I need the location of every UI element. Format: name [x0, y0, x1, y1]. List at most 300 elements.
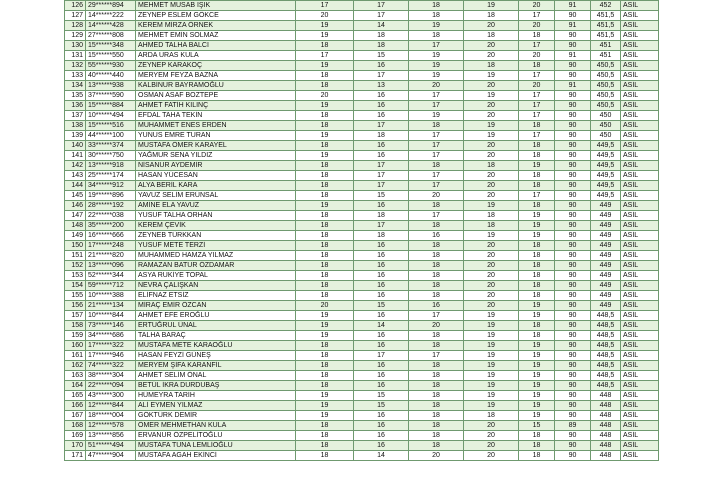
masked-id-cell: 12******578: [86, 421, 136, 431]
score-1-cell: 19: [296, 131, 354, 141]
student-name-cell: MERYEM ŞİFA KARANFİL: [136, 361, 296, 371]
score-4-cell: 18: [464, 411, 519, 421]
score-3-cell: 18: [409, 281, 464, 291]
masked-id-cell: 17******946: [86, 351, 136, 361]
score-2-cell: 18: [354, 231, 409, 241]
score-2-cell: 17: [354, 221, 409, 231]
status-cell: ASİL: [621, 91, 659, 101]
student-name-cell: ZEYNEP ESLEM GÖKCE: [136, 11, 296, 21]
total-score-cell: 449: [591, 281, 621, 291]
score-2-cell: 15: [354, 191, 409, 201]
score-5-cell: 18: [519, 271, 555, 281]
score-6-cell: 91: [555, 21, 591, 31]
score-5-cell: 18: [519, 241, 555, 251]
row-number-cell: 126: [65, 1, 86, 11]
score-2-cell: 17: [354, 121, 409, 131]
student-name-cell: YAVUZ SELİM ERÜNSAL: [136, 191, 296, 201]
table-row: [65, 421, 659, 431]
score-3-cell: 17: [409, 171, 464, 181]
row-number-cell: 137: [65, 111, 86, 121]
row-number-cell: 155: [65, 291, 86, 301]
score-6-cell: 90: [555, 91, 591, 101]
score-4-cell: 19: [464, 331, 519, 341]
masked-id-cell: 43******300: [86, 391, 136, 401]
row-number-cell: 158: [65, 321, 86, 331]
student-name-cell: MERYEM FEYZA BAZNA: [136, 71, 296, 81]
total-score-cell: 449: [591, 251, 621, 261]
status-cell: ASİL: [621, 81, 659, 91]
student-name-cell: ERVANUR ÖZPELİTOĞLU: [136, 431, 296, 441]
score-3-cell: 18: [409, 411, 464, 421]
score-3-cell: 17: [409, 91, 464, 101]
score-2-cell: 18: [354, 41, 409, 51]
score-5-cell: 17: [519, 11, 555, 21]
total-score-cell: 448,5: [591, 361, 621, 371]
table-row: [65, 371, 659, 381]
table-row: [65, 161, 659, 171]
score-3-cell: 20: [409, 191, 464, 201]
score-1-cell: 20: [296, 301, 354, 311]
score-5-cell: 17: [519, 191, 555, 201]
total-score-cell: 450,5: [591, 71, 621, 81]
score-2-cell: 15: [354, 301, 409, 311]
score-3-cell: 19: [409, 111, 464, 121]
score-3-cell: 17: [409, 351, 464, 361]
table-row: [65, 451, 659, 461]
masked-id-cell: 38******304: [86, 371, 136, 381]
score-2-cell: 18: [354, 31, 409, 41]
score-4-cell: 20: [464, 41, 519, 51]
total-score-cell: 449,5: [591, 181, 621, 191]
score-5-cell: 19: [519, 301, 555, 311]
row-number-cell: 133: [65, 71, 86, 81]
score-3-cell: 18: [409, 1, 464, 11]
row-number-cell: 145: [65, 191, 86, 201]
score-3-cell: 18: [409, 241, 464, 251]
masked-id-cell: 22******038: [86, 211, 136, 221]
score-3-cell: 17: [409, 311, 464, 321]
score-6-cell: 90: [555, 301, 591, 311]
score-5-cell: 17: [519, 111, 555, 121]
score-4-cell: 18: [464, 161, 519, 171]
table-row: [65, 111, 659, 121]
row-number-cell: 139: [65, 131, 86, 141]
table-row: [65, 41, 659, 51]
student-name-cell: ALİ EYMEN YILMAZ: [136, 401, 296, 411]
table-row: [65, 231, 659, 241]
row-number-cell: 170: [65, 441, 86, 451]
score-6-cell: 89: [555, 421, 591, 431]
status-cell: ASİL: [621, 321, 659, 331]
student-name-cell: OSMAN ASAF BOZTEPE: [136, 91, 296, 101]
student-name-cell: ELİFNAZ ETSİZ: [136, 291, 296, 301]
table-row: [65, 141, 659, 151]
score-2-cell: 16: [354, 291, 409, 301]
score-5-cell: 19: [519, 391, 555, 401]
score-6-cell: 90: [555, 151, 591, 161]
score-4-cell: 20: [464, 301, 519, 311]
score-3-cell: 18: [409, 421, 464, 431]
total-score-cell: 448,5: [591, 351, 621, 361]
total-score-cell: 449: [591, 211, 621, 221]
student-name-cell: AHMET FATİH KILINÇ: [136, 101, 296, 111]
student-name-cell: YUSUF TALHA ORHAN: [136, 211, 296, 221]
score-4-cell: 20: [464, 431, 519, 441]
table-row: [65, 81, 659, 91]
score-5-cell: 18: [519, 331, 555, 341]
table-row: [65, 331, 659, 341]
score-1-cell: 18: [296, 291, 354, 301]
score-1-cell: 18: [296, 121, 354, 131]
score-2-cell: 15: [354, 51, 409, 61]
masked-id-cell: 21******134: [86, 301, 136, 311]
score-6-cell: 90: [555, 291, 591, 301]
student-name-cell: KALBİNUR BAYRAMOĞLU: [136, 81, 296, 91]
score-4-cell: 19: [464, 341, 519, 351]
student-name-cell: YUSUF METE TERZİ: [136, 241, 296, 251]
student-name-cell: YUNUS EMRE TURAN: [136, 131, 296, 141]
score-6-cell: 90: [555, 201, 591, 211]
score-2-cell: 16: [354, 261, 409, 271]
score-3-cell: 18: [409, 401, 464, 411]
student-name-cell: EFDAL TAHA TEKİN: [136, 111, 296, 121]
score-4-cell: 20: [464, 241, 519, 251]
score-3-cell: 16: [409, 231, 464, 241]
score-4-cell: 19: [464, 311, 519, 321]
score-2-cell: 16: [354, 271, 409, 281]
score-6-cell: 90: [555, 161, 591, 171]
total-score-cell: 451,5: [591, 11, 621, 21]
score-2-cell: 16: [354, 281, 409, 291]
status-cell: ASİL: [621, 31, 659, 41]
score-1-cell: 19: [296, 391, 354, 401]
score-5-cell: 19: [519, 371, 555, 381]
row-number-cell: 157: [65, 311, 86, 321]
student-name-cell: ARDA URAS KULA: [136, 51, 296, 61]
score-5-cell: 19: [519, 361, 555, 371]
score-4-cell: 20: [464, 191, 519, 201]
total-score-cell: 449: [591, 261, 621, 271]
table-row: [65, 181, 659, 191]
student-name-cell: KEREM ÇEVİK: [136, 221, 296, 231]
score-6-cell: 90: [555, 391, 591, 401]
total-score-cell: 449: [591, 201, 621, 211]
score-2-cell: 16: [354, 371, 409, 381]
score-5-cell: 19: [519, 401, 555, 411]
masked-id-cell: 55******930: [86, 61, 136, 71]
score-4-cell: 20: [464, 421, 519, 431]
score-5-cell: 18: [519, 431, 555, 441]
score-2-cell: 17: [354, 181, 409, 191]
score-4-cell: 20: [464, 51, 519, 61]
masked-id-cell: 73******146: [86, 321, 136, 331]
masked-id-cell: 59******712: [86, 281, 136, 291]
table-row: [65, 411, 659, 421]
score-2-cell: 15: [354, 401, 409, 411]
score-4-cell: 20: [464, 181, 519, 191]
score-4-cell: 20: [464, 261, 519, 271]
score-1-cell: 19: [296, 101, 354, 111]
score-2-cell: 16: [354, 421, 409, 431]
table-row: [65, 281, 659, 291]
student-name-cell: NEVRA ÇALIŞKAN: [136, 281, 296, 291]
student-name-cell: YAĞMUR SENA YILDIZ: [136, 151, 296, 161]
status-cell: ASİL: [621, 141, 659, 151]
total-score-cell: 449,5: [591, 141, 621, 151]
masked-id-cell: 37******590: [86, 91, 136, 101]
score-6-cell: 90: [555, 321, 591, 331]
score-1-cell: 19: [296, 201, 354, 211]
score-4-cell: 20: [464, 281, 519, 291]
status-cell: ASİL: [621, 421, 659, 431]
masked-id-cell: 14******428: [86, 21, 136, 31]
total-score-cell: 450: [591, 121, 621, 131]
row-number-cell: 147: [65, 211, 86, 221]
masked-id-cell: 19******896: [86, 191, 136, 201]
score-3-cell: 18: [409, 31, 464, 41]
masked-id-cell: 13******096: [86, 261, 136, 271]
masked-id-cell: 10******494: [86, 111, 136, 121]
status-cell: ASİL: [621, 131, 659, 141]
score-4-cell: 19: [464, 201, 519, 211]
total-score-cell: 450,5: [591, 101, 621, 111]
score-4-cell: 20: [464, 101, 519, 111]
status-cell: ASİL: [621, 411, 659, 421]
masked-id-cell: 17******322: [86, 341, 136, 351]
row-number-cell: 131: [65, 51, 86, 61]
score-1-cell: 18: [296, 181, 354, 191]
table-row: [65, 271, 659, 281]
student-name-cell: MUSTAFA ÖMER KARAYEL: [136, 141, 296, 151]
score-1-cell: 18: [296, 421, 354, 431]
score-5-cell: 18: [519, 291, 555, 301]
score-3-cell: 19: [409, 21, 464, 31]
score-2-cell: 16: [354, 61, 409, 71]
score-1-cell: 19: [296, 331, 354, 341]
score-4-cell: 20: [464, 251, 519, 261]
score-6-cell: 90: [555, 231, 591, 241]
status-cell: ASİL: [621, 11, 659, 21]
row-number-cell: 146: [65, 201, 86, 211]
masked-id-cell: 28******192: [86, 201, 136, 211]
table-row: [65, 31, 659, 41]
score-4-cell: 20: [464, 21, 519, 31]
score-5-cell: 18: [519, 251, 555, 261]
table-row: [65, 311, 659, 321]
score-3-cell: 19: [409, 61, 464, 71]
status-cell: ASİL: [621, 111, 659, 121]
row-number-cell: 160: [65, 341, 86, 351]
score-1-cell: 20: [296, 91, 354, 101]
row-number-cell: 171: [65, 451, 86, 461]
total-score-cell: 452: [591, 1, 621, 11]
score-6-cell: 90: [555, 191, 591, 201]
score-2-cell: 16: [354, 381, 409, 391]
score-2-cell: 14: [354, 321, 409, 331]
score-1-cell: 18: [296, 451, 354, 461]
score-3-cell: 18: [409, 161, 464, 171]
student-name-cell: AHMET EFE EROĞLU: [136, 311, 296, 321]
total-score-cell: 448: [591, 421, 621, 431]
status-cell: ASİL: [621, 71, 659, 81]
score-6-cell: 90: [555, 131, 591, 141]
score-3-cell: 18: [409, 261, 464, 271]
score-3-cell: 17: [409, 41, 464, 51]
score-4-cell: 19: [464, 321, 519, 331]
masked-id-cell: 27******808: [86, 31, 136, 41]
score-5-cell: 18: [519, 121, 555, 131]
status-cell: ASİL: [621, 231, 659, 241]
row-number-cell: 144: [65, 181, 86, 191]
score-4-cell: 18: [464, 211, 519, 221]
masked-id-cell: 25******174: [86, 171, 136, 181]
status-cell: ASİL: [621, 361, 659, 371]
results-table: [64, 0, 659, 461]
status-cell: ASİL: [621, 261, 659, 271]
score-3-cell: 18: [409, 361, 464, 371]
masked-id-cell: 47******904: [86, 451, 136, 461]
score-1-cell: 18: [296, 81, 354, 91]
total-score-cell: 450,5: [591, 91, 621, 101]
score-1-cell: 19: [296, 151, 354, 161]
masked-id-cell: 34******912: [86, 181, 136, 191]
student-name-cell: MİRAÇ EMİR ÖZCAN: [136, 301, 296, 311]
score-3-cell: 18: [409, 251, 464, 261]
score-1-cell: 18: [296, 111, 354, 121]
status-cell: ASİL: [621, 251, 659, 261]
table-row: [65, 241, 659, 251]
score-1-cell: 18: [296, 231, 354, 241]
score-4-cell: 20: [464, 141, 519, 151]
score-6-cell: 90: [555, 281, 591, 291]
status-cell: ASİL: [621, 271, 659, 281]
table-row: [65, 121, 659, 131]
score-4-cell: 19: [464, 381, 519, 391]
score-3-cell: 20: [409, 451, 464, 461]
row-number-cell: 127: [65, 11, 86, 21]
table-row: [65, 351, 659, 361]
row-number-cell: 135: [65, 91, 86, 101]
table-row: [65, 301, 659, 311]
score-6-cell: 90: [555, 31, 591, 41]
score-6-cell: 90: [555, 101, 591, 111]
score-6-cell: 90: [555, 71, 591, 81]
score-5-cell: 17: [519, 101, 555, 111]
total-score-cell: 448,5: [591, 331, 621, 341]
score-3-cell: 18: [409, 121, 464, 131]
total-score-cell: 450,5: [591, 81, 621, 91]
score-4-cell: 20: [464, 151, 519, 161]
student-name-cell: MEHMET EMİN SOLMAZ: [136, 31, 296, 41]
score-1-cell: 19: [296, 21, 354, 31]
student-name-cell: AMİNE ELA YAVUZ: [136, 201, 296, 211]
score-6-cell: 90: [555, 411, 591, 421]
score-3-cell: 17: [409, 181, 464, 191]
score-4-cell: 20: [464, 271, 519, 281]
status-cell: ASİL: [621, 281, 659, 291]
table-row: [65, 191, 659, 201]
masked-id-cell: 22******094: [86, 381, 136, 391]
row-number-cell: 167: [65, 411, 86, 421]
score-3-cell: 18: [409, 341, 464, 351]
table-row: [65, 1, 659, 11]
status-cell: ASİL: [621, 371, 659, 381]
status-cell: ASİL: [621, 311, 659, 321]
score-5-cell: 18: [519, 201, 555, 211]
score-1-cell: 18: [296, 361, 354, 371]
score-5-cell: 18: [519, 281, 555, 291]
masked-id-cell: 15******348: [86, 41, 136, 51]
total-score-cell: 448: [591, 411, 621, 421]
status-cell: ASİL: [621, 331, 659, 341]
total-score-cell: 448,5: [591, 321, 621, 331]
masked-id-cell: 51******494: [86, 441, 136, 451]
status-cell: ASİL: [621, 431, 659, 441]
table-row: [65, 401, 659, 411]
total-score-cell: 448,5: [591, 341, 621, 351]
total-score-cell: 448,5: [591, 371, 621, 381]
table-row: [65, 251, 659, 261]
score-2-cell: 16: [354, 341, 409, 351]
score-4-cell: 18: [464, 11, 519, 21]
score-5-cell: 18: [519, 151, 555, 161]
score-1-cell: 18: [296, 341, 354, 351]
score-4-cell: 18: [464, 31, 519, 41]
score-2-cell: 16: [354, 441, 409, 451]
masked-id-cell: 15******550: [86, 51, 136, 61]
score-5-cell: 15: [519, 421, 555, 431]
row-number-cell: 136: [65, 101, 86, 111]
status-cell: ASİL: [621, 181, 659, 191]
student-name-cell: MUSTAFA AGAH EKİNCİ: [136, 451, 296, 461]
table-row: [65, 151, 659, 161]
score-5-cell: 18: [519, 171, 555, 181]
student-name-cell: HASAN YÜCESAN: [136, 171, 296, 181]
score-2-cell: 18: [354, 211, 409, 221]
score-2-cell: 16: [354, 141, 409, 151]
masked-id-cell: 74******322: [86, 361, 136, 371]
score-6-cell: 90: [555, 451, 591, 461]
score-5-cell: 19: [519, 411, 555, 421]
masked-id-cell: 33******374: [86, 141, 136, 151]
student-name-cell: MUSTAFA METE KARAOĞLU: [136, 341, 296, 351]
score-4-cell: 18: [464, 61, 519, 71]
row-number-cell: 153: [65, 271, 86, 281]
score-4-cell: 18: [464, 221, 519, 231]
score-5-cell: 18: [519, 141, 555, 151]
score-2-cell: 16: [354, 201, 409, 211]
score-1-cell: 18: [296, 441, 354, 451]
score-6-cell: 90: [555, 311, 591, 321]
status-cell: ASİL: [621, 291, 659, 301]
total-score-cell: 451,5: [591, 21, 621, 31]
score-1-cell: 19: [296, 401, 354, 411]
score-3-cell: 20: [409, 81, 464, 91]
masked-id-cell: 15******884: [86, 101, 136, 111]
status-cell: ASİL: [621, 341, 659, 351]
table-row: [65, 61, 659, 71]
masked-id-cell: 14******222: [86, 11, 136, 21]
score-1-cell: 18: [296, 261, 354, 271]
score-6-cell: 90: [555, 171, 591, 181]
row-number-cell: 150: [65, 241, 86, 251]
score-6-cell: 90: [555, 121, 591, 131]
masked-id-cell: 52******344: [86, 271, 136, 281]
table-row: [65, 11, 659, 21]
score-1-cell: 18: [296, 161, 354, 171]
row-number-cell: 128: [65, 21, 86, 31]
score-6-cell: 90: [555, 271, 591, 281]
